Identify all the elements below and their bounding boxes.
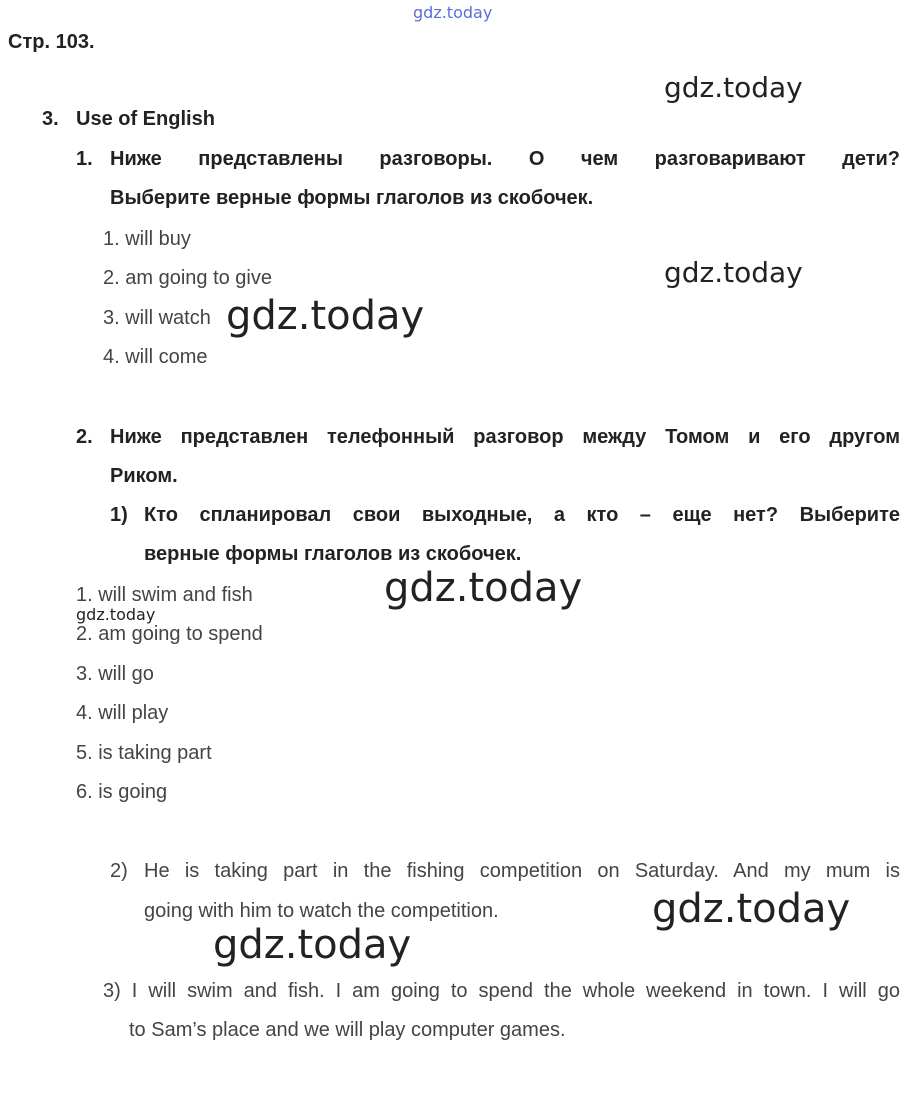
- list-item: 3. will go: [76, 663, 154, 685]
- watermark: gdz.today: [384, 565, 583, 611]
- list-item: 4. will play: [76, 702, 169, 724]
- task2-instruction-line2: Риком.: [110, 465, 178, 487]
- page-reference: Стр. 103.: [8, 31, 95, 53]
- watermark: gdz.today: [664, 256, 803, 289]
- task2-sub3-line2: to Sam’s place and we will play computer games.: [129, 1019, 566, 1041]
- task1-instruction-line1: Ниже представлены разговоры. О чем разговаривают дети?: [110, 148, 900, 170]
- watermark: gdz.today: [664, 71, 803, 104]
- watermark: gdz.today: [226, 293, 425, 339]
- task2-sub2-line1: He is taking part in the fishing competition on Saturday. And my mum is: [144, 860, 900, 882]
- task2-sub1-number: 1): [110, 504, 128, 526]
- task1-number: 1.: [76, 148, 93, 170]
- list-item: 1. will buy: [103, 228, 191, 250]
- watermark: gdz.today: [213, 922, 412, 968]
- list-item: 2. am going to spend: [76, 623, 263, 645]
- task2-sub2-number: 2): [110, 860, 128, 882]
- section-number: 3.: [42, 108, 59, 130]
- task2-sub3-line1: 3) I will swim and fish. I am going to spend the whole weekend in town. I will go: [103, 980, 900, 1002]
- task1-instruction-line2: Выберите верные формы глаголов из скобочек.: [110, 187, 594, 209]
- list-item: 5. is taking part: [76, 742, 212, 764]
- list-item: 3. will watch: [103, 307, 211, 329]
- task2-sub1-line2: верные формы глаголов из скобочек.: [144, 543, 522, 565]
- watermark: gdz.today: [652, 886, 851, 932]
- list-item: 2. am going to give: [103, 267, 272, 289]
- task2-number: 2.: [76, 426, 93, 448]
- site-mark: gdz.today: [413, 3, 493, 22]
- task2-instruction-line1: Ниже представлен телефонный разговор между Томом и его другом: [110, 426, 900, 448]
- list-item: 4. will come: [103, 346, 208, 368]
- list-item: 1. will swim and fish: [76, 584, 253, 606]
- task2-sub2-line2: going with him to watch the competition.: [144, 900, 499, 922]
- list-item: 6. is going: [76, 781, 168, 803]
- watermark: gdz.today: [76, 605, 156, 624]
- section-title: Use of English: [76, 108, 215, 130]
- task2-sub1-line1: Кто спланировал свои выходные, а кто – еще нет? Выберите: [144, 504, 900, 526]
